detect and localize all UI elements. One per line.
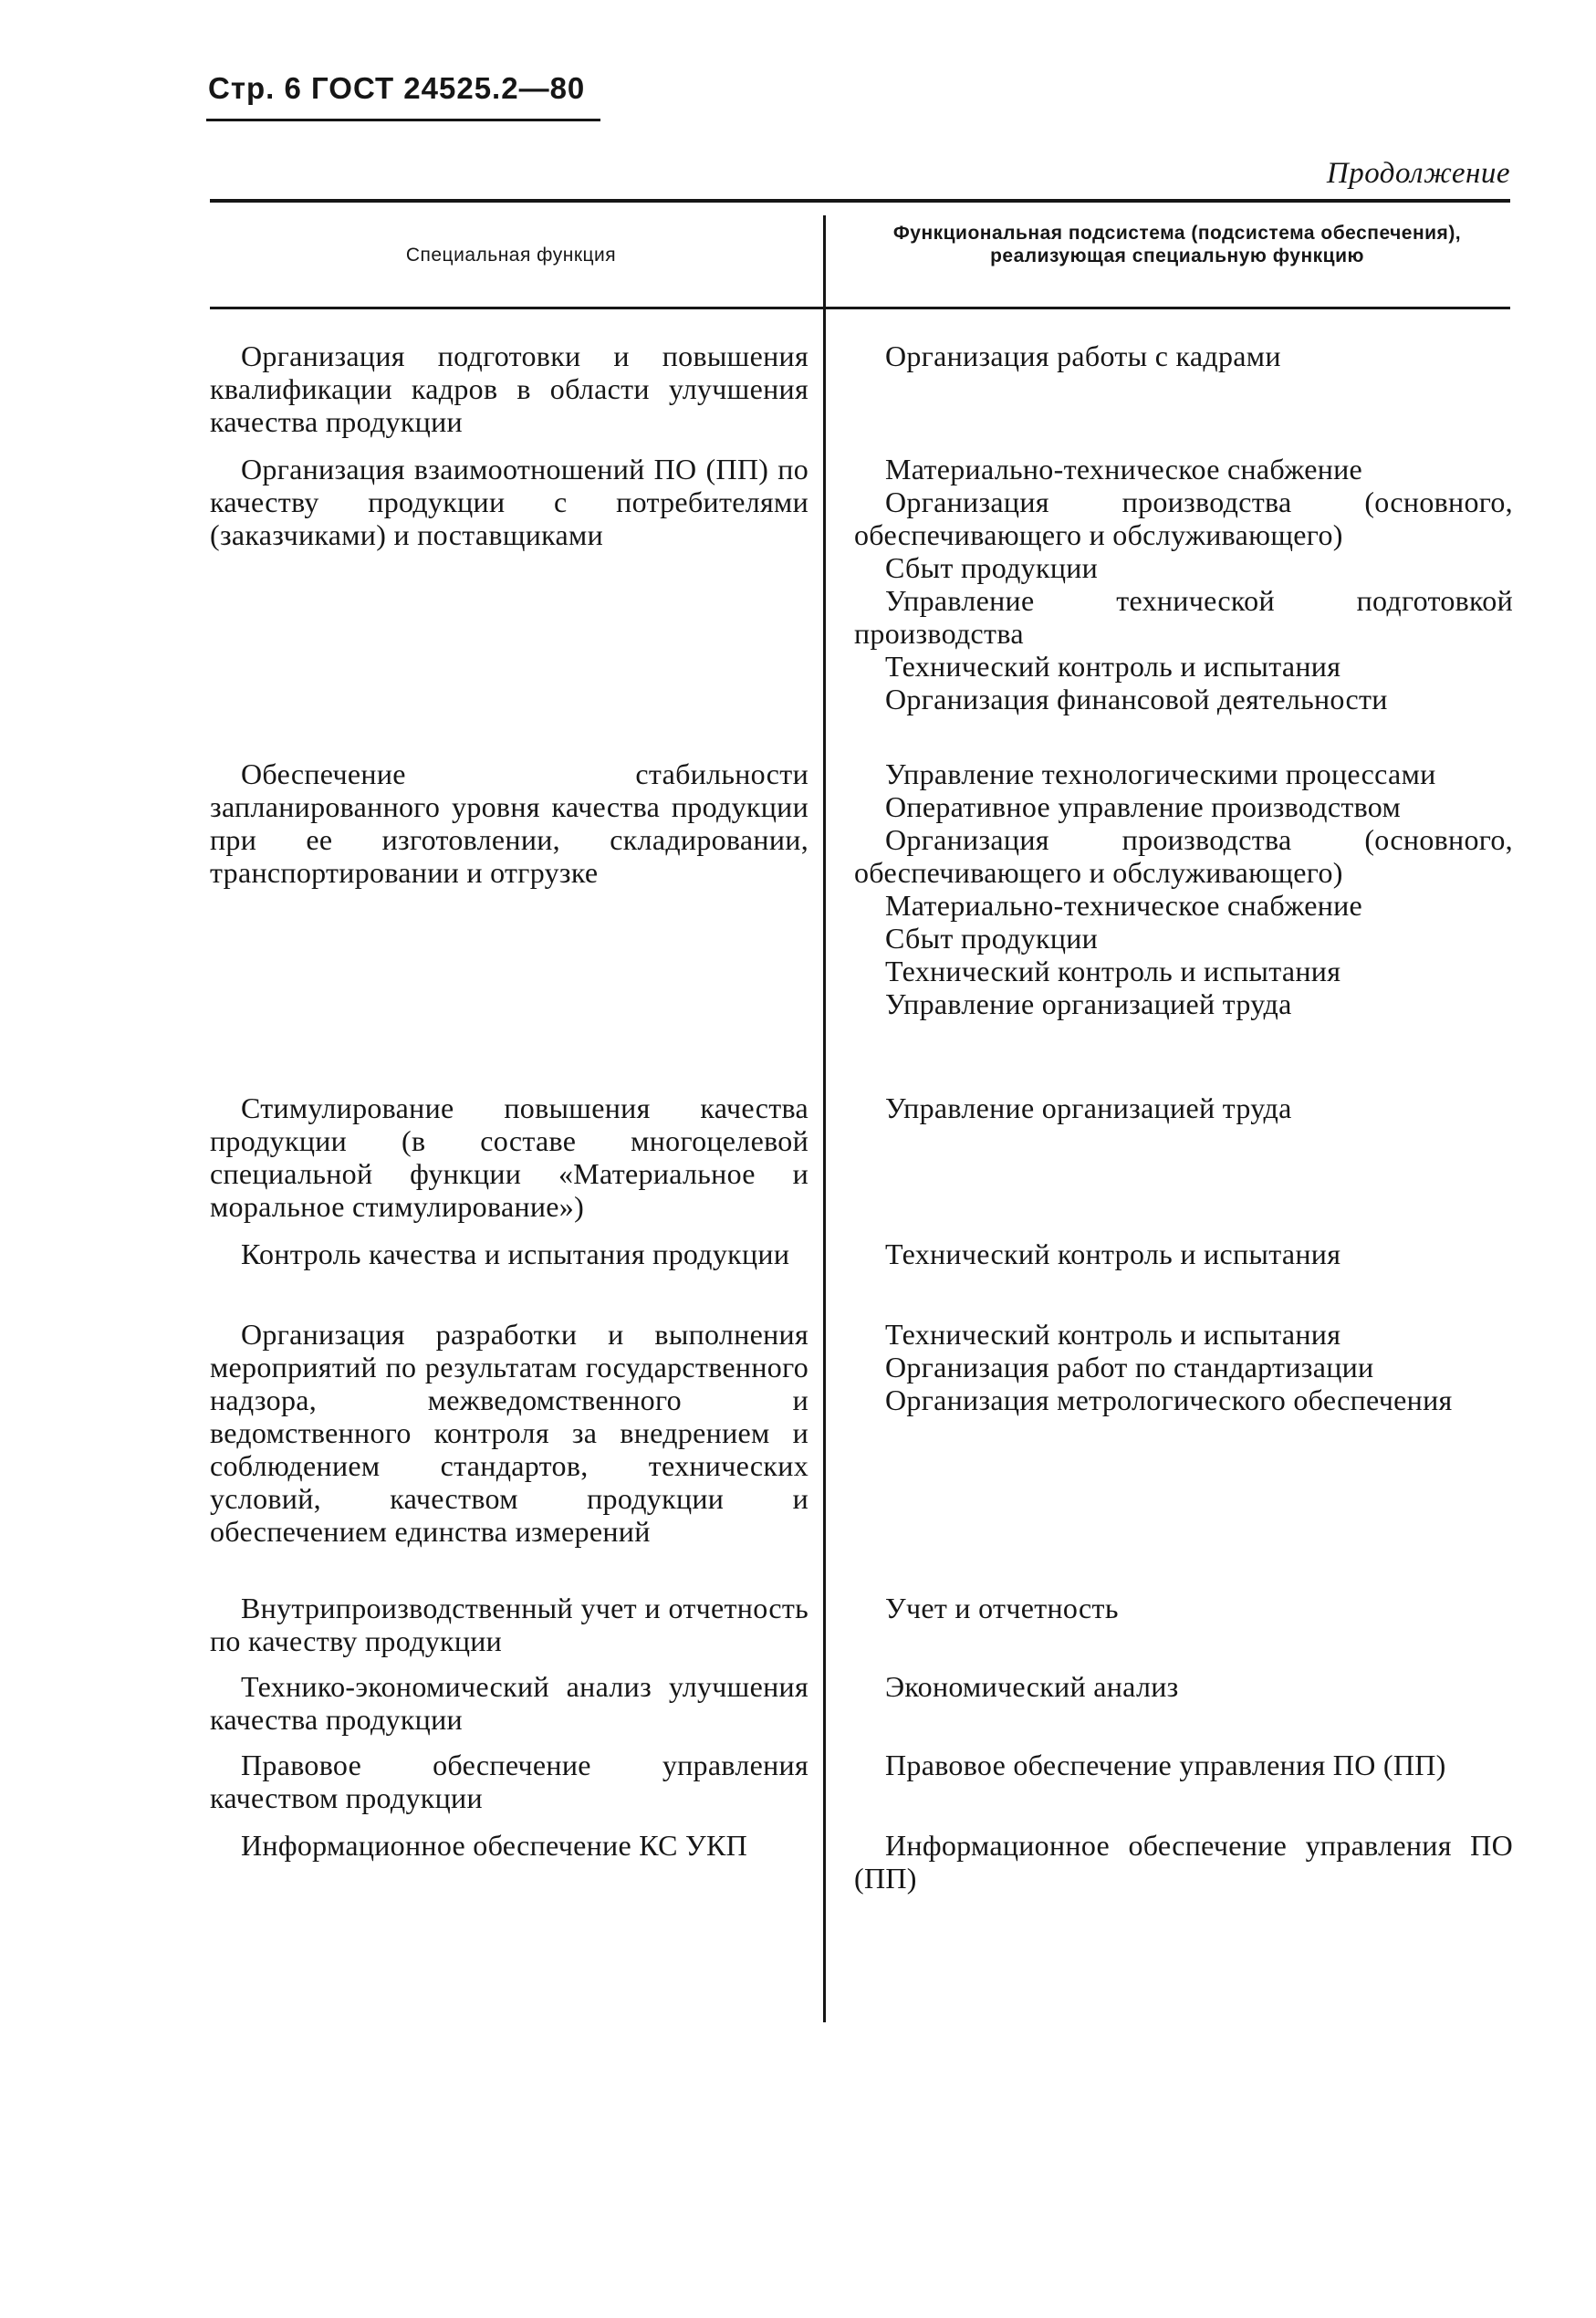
table-row-9-function: [210, 1749, 808, 1814]
table-top-rule: [210, 199, 1510, 203]
subsystem-item: Сбыт продукции: [885, 922, 1099, 955]
table-header-rule: [210, 307, 1510, 309]
subsystem-item: Информационное обеспечение управления ПО (ПП): [854, 1829, 1513, 1895]
subsystem-item: Организация производства (основного, обеспечивающего и обслуживающего): [854, 486, 1513, 551]
subsystem-item: Учет и отчетность: [885, 1592, 1119, 1624]
subsystem-item: Организация работ по стандартизации: [885, 1351, 1374, 1383]
page-header: Стр. 6 ГОСТ 24525.2—80: [208, 71, 586, 105]
subsystem-item: Правовое обеспечение управления ПО (ПП): [885, 1749, 1446, 1781]
table-row-2-subsystems: [854, 453, 1513, 715]
header-underline: [206, 119, 600, 121]
subsystem-item: Управление организацией труда: [885, 1091, 1292, 1124]
column-header-subsystem: Функциональная подсистема (подсистема обеспечения), реализующая специальную функцию: [892, 223, 1462, 266]
table-row-4-subsystems: [854, 1091, 1513, 1124]
subsystem-item: Организация работы с кадрами: [885, 339, 1281, 372]
table-row-10-function: [210, 1829, 808, 1862]
subsystem-item: Технический контроль и испытания: [885, 955, 1341, 987]
subsystem-item: Управление технической подготовкой производства: [854, 584, 1513, 650]
function-text: Правовое обеспечение управления качеством продукции: [210, 1749, 808, 1814]
function-text: Обеспечение стабильности запланированного уровня качества продукции при ее изготовлении, складировании, транспортировании и отгрузке: [210, 757, 808, 889]
table-row-1-subsystems: [854, 339, 1513, 372]
table-row-10-subsystems: [854, 1829, 1513, 1895]
subsystem-item: Организация производства (основного, обеспечивающего и обслуживающего): [854, 823, 1513, 889]
function-text: Стимулирование повышения качества продукции (в составе многоцелевой специальной функции «Материальное и моральное стимулирование»): [210, 1091, 808, 1223]
function-text: Организация взаимоотношений ПО (ПП) по качеству продукции с потребителями (заказчиками) и поставщиками: [210, 453, 808, 551]
table-row-9-subsystems: [854, 1749, 1513, 1781]
subsystem-item: Оперативное управление производством: [885, 790, 1402, 823]
function-text: Технико-экономический анализ улучшения качества продукции: [210, 1670, 808, 1736]
table-row-8-function: [210, 1670, 808, 1736]
subsystem-item: Материально-техническое снабжение: [885, 889, 1363, 922]
function-text: Контроль качества и испытания продукции: [241, 1237, 790, 1270]
table-row-2-function: [210, 453, 808, 551]
subsystem-item: Материально-техническое снабжение: [885, 453, 1363, 486]
subsystem-item: Управление технологическими процессами: [885, 757, 1436, 790]
table-row-1-function: [210, 339, 808, 438]
table-row-5-subsystems: [854, 1237, 1513, 1270]
table-row-8-subsystems: [854, 1670, 1513, 1703]
table-row-6-function: [210, 1318, 808, 1548]
table-row-4-function: [210, 1091, 808, 1223]
subsystem-item: Сбыт продукции: [885, 551, 1099, 584]
subsystem-item: Технический контроль и испытания: [885, 1318, 1341, 1351]
table-row-5-function: [210, 1237, 808, 1270]
function-text: Организация подготовки и повышения квалификации кадров в области улучшения качества продукции: [210, 339, 808, 438]
column-divider: [823, 215, 826, 2022]
function-text: Организация разработки и выполнения мероприятий по результатам государственного надзора, межведомственного и ведомственного контроля за внедрением и соблюдением стандартов, технических условий, качеством продукции и обеспечением единства измерений: [210, 1318, 808, 1548]
table-row-3-function: [210, 757, 808, 889]
subsystem-item: Технический контроль и испытания: [885, 1237, 1341, 1270]
subsystem-item: Управление организацией труда: [885, 987, 1292, 1020]
column-header-special-function: Специальная функция: [405, 245, 617, 266]
function-text: Внутрипроизводственный учет и отчетность по качеству продукции: [210, 1592, 808, 1657]
function-text: Информационное обеспечение КС УКП: [241, 1829, 748, 1862]
subsystem-item: Организация финансовой деятельности: [885, 683, 1388, 715]
continuation-label: Продолжение: [1326, 157, 1510, 190]
table-row-6-subsystems: [854, 1318, 1513, 1416]
subsystem-item: Организация метрологического обеспечения: [885, 1383, 1453, 1416]
table-row-7-subsystems: [854, 1592, 1513, 1624]
subsystem-item: Технический контроль и испытания: [885, 650, 1341, 683]
table-row-7-function: [210, 1592, 808, 1657]
subsystem-item: Экономический анализ: [885, 1670, 1179, 1703]
table-row-3-subsystems: [854, 757, 1513, 1020]
